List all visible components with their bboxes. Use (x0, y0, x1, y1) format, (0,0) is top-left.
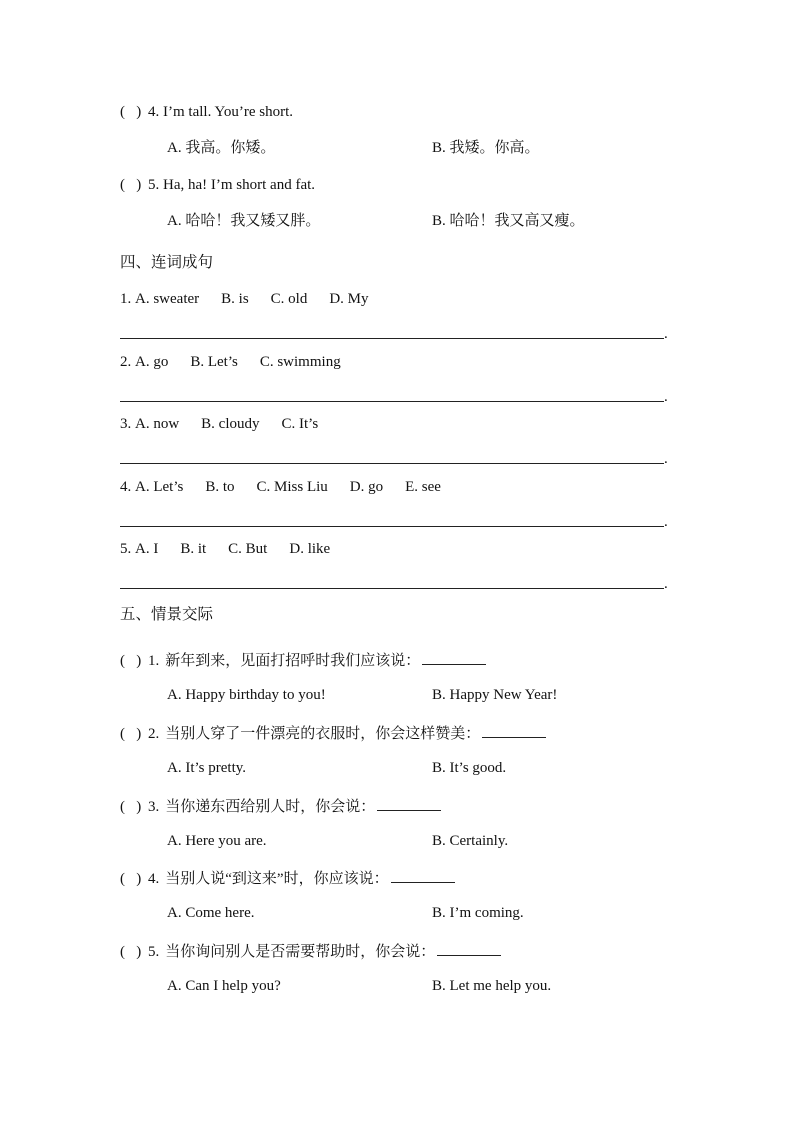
word-option: C. old (270, 291, 308, 307)
dialogue-question (120, 650, 486, 670)
answer-blank[interactable] (437, 941, 501, 956)
question-text: Ha, ha! I’m short and fat. (163, 177, 316, 193)
word-option: B. Let’s (190, 354, 238, 370)
word-option: A. go (135, 354, 169, 370)
option-a: A. Here you are. (167, 832, 267, 849)
word-order-item (120, 415, 340, 433)
answer-paren[interactable]: ( ) (120, 177, 142, 193)
answer-paren[interactable]: ( ) (120, 944, 142, 961)
question-number: 4. (148, 104, 160, 120)
dialogue-question (120, 941, 501, 961)
end-period: . (664, 389, 668, 405)
question-number: 2. (148, 725, 160, 742)
word-option: A. I (135, 541, 159, 557)
item-number: 1. (120, 291, 132, 307)
dialogue-question (120, 868, 455, 888)
word-order-item (120, 290, 391, 308)
answer-line[interactable] (120, 526, 664, 527)
word-option: B. is (221, 291, 249, 307)
answer-paren[interactable]: ( ) (120, 104, 142, 120)
option-a: A. Come here. (167, 905, 255, 922)
word-option: A. Let’s (135, 479, 184, 495)
word-order-item (120, 353, 363, 371)
option-b: B. It’s good. (432, 759, 507, 776)
answer-line[interactable] (120, 338, 664, 339)
end-period: . (664, 576, 668, 592)
question-number: 4. (148, 871, 160, 888)
word-option: B. it (180, 541, 207, 557)
answer-paren[interactable]: ( ) (120, 725, 142, 742)
section-4-title: 四、连词成句 (120, 254, 214, 271)
question-number: 3. (148, 798, 160, 815)
answer-paren[interactable]: ( ) (120, 871, 142, 888)
question-number: 1. (148, 653, 160, 669)
word-option: D. like (289, 541, 331, 557)
option-a: A. 哈哈！我又矮又胖。 (167, 213, 321, 229)
option-b: B. 哈哈！我又高又瘦。 (432, 213, 585, 229)
question-text: 当你递东西给别人时，你会说： (165, 798, 376, 815)
word-option: C. But (228, 541, 268, 557)
question-text: I’m tall. You’re short. (163, 104, 293, 120)
end-period: . (664, 451, 668, 467)
option-b: B. Let me help you. (432, 978, 552, 995)
answer-line[interactable] (120, 401, 664, 402)
option-a: A. Can I help you? (167, 978, 281, 995)
end-period: . (664, 514, 668, 530)
answer-blank[interactable] (377, 796, 441, 811)
word-option: B. cloudy (201, 416, 260, 432)
word-option: E. see (405, 479, 441, 495)
word-order-item (120, 540, 352, 558)
section-5-title: 五、情景交际 (120, 606, 214, 623)
option-b: B. Certainly. (432, 832, 509, 849)
answer-line[interactable] (120, 588, 664, 589)
option-b: B. 我矮。你高。 (432, 140, 540, 156)
word-option: A. sweater (135, 291, 200, 307)
question-text: 当你询问别人是否需要帮助时，你会说： (165, 944, 436, 961)
option-b: B. Happy New Year! (432, 687, 558, 703)
question-3-5 (120, 176, 315, 194)
word-option: C. Miss Liu (256, 479, 328, 495)
answer-paren[interactable]: ( ) (120, 798, 142, 815)
option-a: A. It’s pretty. (167, 759, 247, 776)
answer-blank[interactable] (482, 723, 546, 738)
question-number: 5. (148, 944, 160, 961)
dialogue-question (120, 723, 546, 743)
question-text: 新年到来，见面打招呼时我们应该说： (165, 653, 421, 669)
answer-blank[interactable] (422, 650, 486, 665)
word-option: C. swimming (259, 354, 341, 370)
word-option: B. to (205, 479, 235, 495)
item-number: 2. (120, 354, 132, 370)
item-number: 5. (120, 541, 132, 557)
question-text: 当别人说“到这来”时，你应该说： (165, 871, 389, 888)
answer-paren[interactable]: ( ) (120, 653, 142, 669)
option-a: A. 我高。你矮。 (167, 140, 276, 156)
item-number: 4. (120, 479, 132, 495)
question-text: 当别人穿了一件漂亮的衣服时，你会这样赞美： (165, 725, 481, 742)
word-order-item (120, 478, 463, 496)
question-number: 5. (148, 177, 160, 193)
word-option: C. It’s (281, 416, 319, 432)
item-number: 3. (120, 416, 132, 432)
option-a: A. Happy birthday to you! (167, 687, 326, 703)
answer-blank[interactable] (391, 868, 455, 883)
word-option: D. My (329, 291, 369, 307)
end-period: . (664, 326, 668, 342)
dialogue-question (120, 796, 441, 816)
word-option: A. now (135, 416, 180, 432)
word-option: D. go (349, 479, 384, 495)
question-3-4 (120, 103, 293, 121)
option-b: B. I’m coming. (432, 905, 524, 922)
answer-line[interactable] (120, 463, 664, 464)
